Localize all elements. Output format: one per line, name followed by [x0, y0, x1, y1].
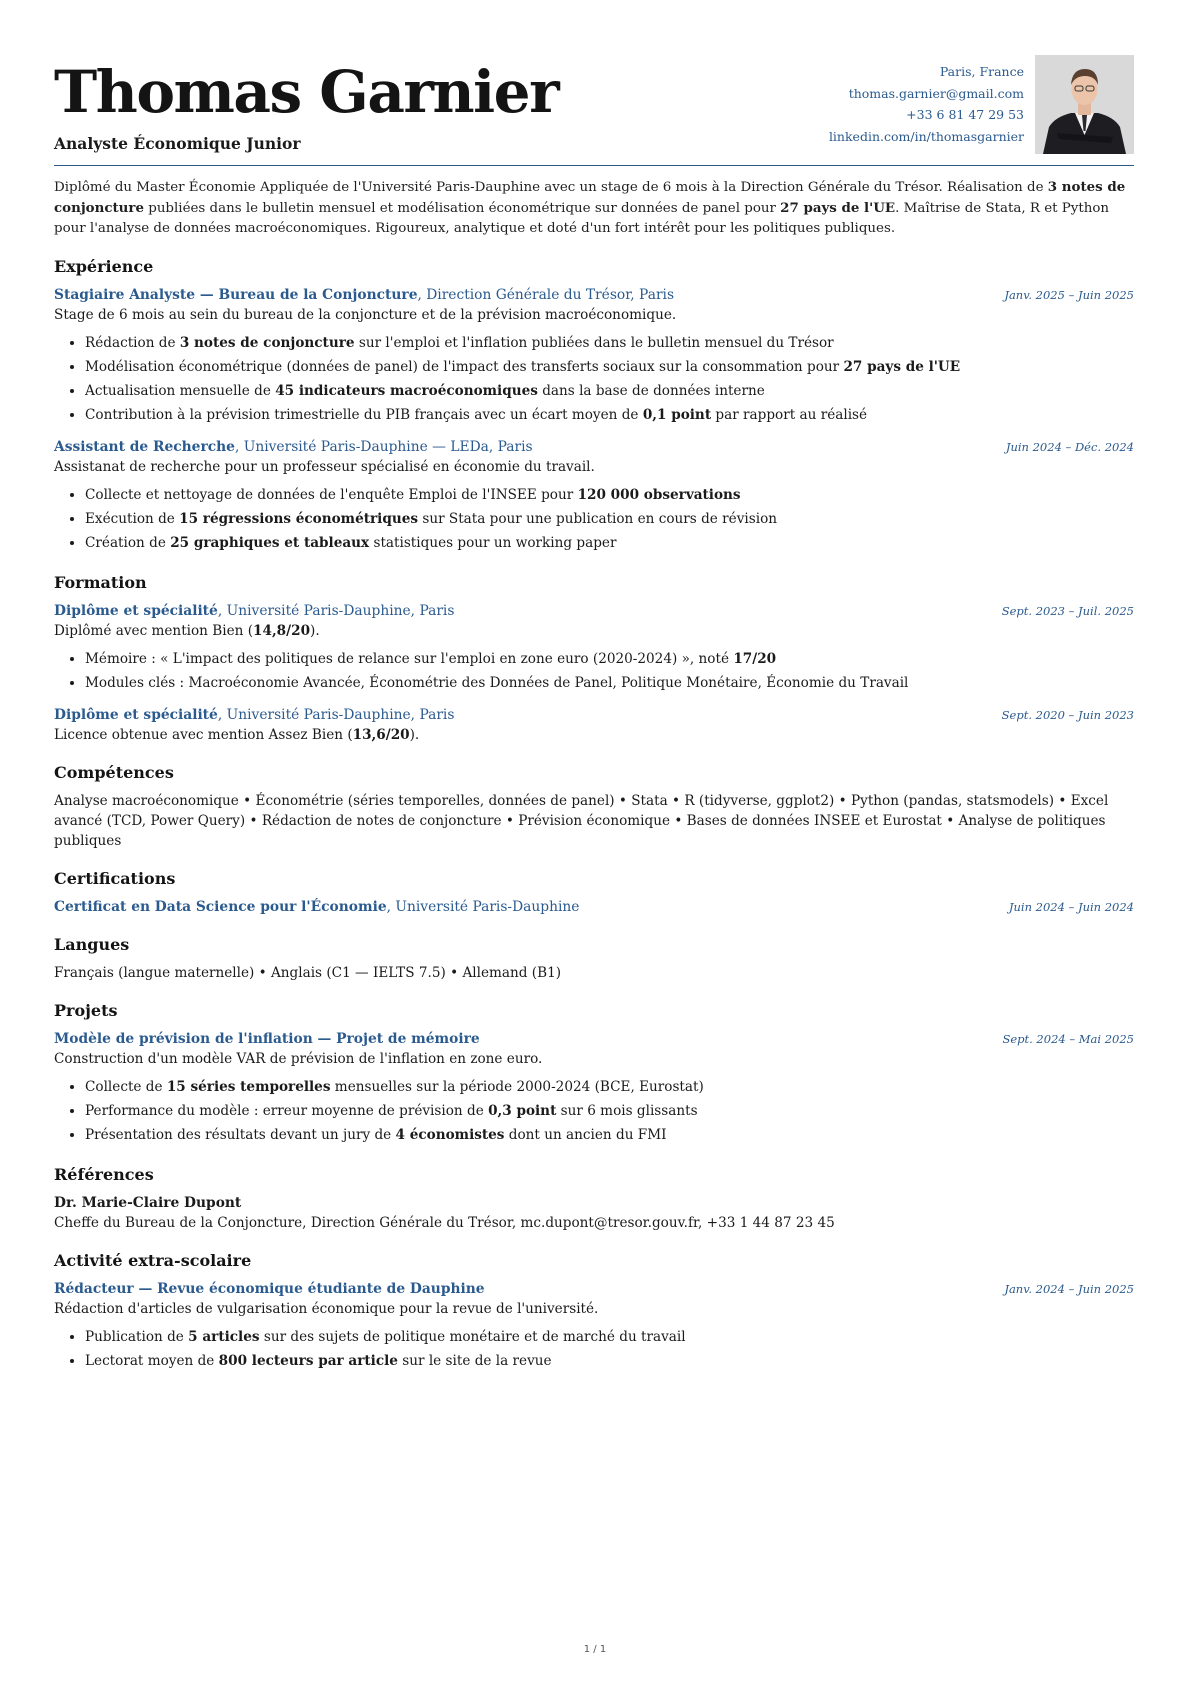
entry-date: Sept. 2023 – Juil. 2025: [1001, 604, 1134, 618]
education-entry: [54, 601, 1134, 695]
entry-organization: , Université Paris-Dauphine — LEDa, Paris: [234, 439, 533, 455]
bullet-item: • Contribution à la prévision trimestrielle du PIB français avec un écart moyen de 0,1 point par rapport au réalisé: [85, 403, 1134, 427]
entry-header: [54, 897, 1134, 917]
bullet-item: • Modules clés : Macroéconomie Avancée, Économétrie des Données de Panel, Politique Monétaire, Économie du Travail: [85, 671, 1134, 695]
header-divider: [54, 165, 1134, 166]
entry-description: Licence obtenue avec mention Assez Bien (13,6/20).: [54, 727, 420, 743]
entry-description: Assistanat de recherche pour un professeur spécialisé en économie du travail.: [54, 459, 595, 475]
certification-entry: [54, 897, 1134, 917]
page-number: 1 / 1: [583, 1644, 607, 1655]
contact-phone[interactable]: +33 6 81 47 29 53: [906, 107, 1024, 122]
bullet-item: • Actualisation mensuelle de 45 indicateurs macroéconomiques dans la base de données interne: [85, 379, 1134, 403]
entry-header: [54, 1029, 1134, 1049]
bullet-item: • Mémoire : « L'impact des politiques de relance sur l'emploi en zone euro (2020-2024) », noté 17/20: [85, 647, 1134, 671]
entry-date: Sept. 2024 – Mai 2025: [1002, 1032, 1134, 1046]
entry-bullets: [54, 647, 1134, 695]
candidate-title: Analyste Économique Junior: [54, 134, 301, 153]
entry-bullets: [54, 483, 1134, 555]
profile-photo-image: [1035, 55, 1134, 154]
experience-entry: [54, 285, 1134, 427]
entry-title: Certificat en Data Science pour l'Économie: [54, 899, 387, 915]
entry-organization: , Université Paris-Dauphine, Paris: [217, 603, 455, 619]
entry-bullets: [54, 331, 1134, 427]
entry-bullets: [54, 1325, 1134, 1373]
bullet-item: • Présentation des résultats devant un jury de 4 économistes dont un ancien du FMI: [85, 1123, 1134, 1147]
section-heading-skills: Compétences: [54, 763, 174, 782]
section-heading-projects: Projets: [54, 1001, 118, 1020]
entry-header: [54, 601, 1134, 621]
bullet-item: • Création de 25 graphiques et tableaux statistiques pour un working paper: [85, 531, 1134, 555]
bullet-item: • Exécution de 15 régressions économétriques sur Stata pour une publication en cours de révision: [85, 507, 1134, 531]
extracurricular-entry: [54, 1279, 1134, 1373]
contact-block: [829, 61, 1024, 147]
entry-description: Construction d'un modèle VAR de prévision de l'inflation en zone euro.: [54, 1051, 543, 1067]
bullet-item: • Publication de 5 articles sur des sujets de politique monétaire et de marché du travail: [85, 1325, 1134, 1349]
bullet-item: • Modélisation économétrique (données de panel) de l'impact des transferts sociaux sur la consommation pour 27 pays de l'UE: [85, 355, 1134, 379]
reference-entry: [54, 1193, 1134, 1233]
experience-entry: [54, 437, 1134, 555]
entry-header: [54, 1279, 1134, 1299]
entry-title: Diplôme et spécialité: [54, 603, 218, 619]
profile-photo: [1035, 55, 1134, 154]
entry-date: Janv. 2024 – Juin 2025: [1004, 1282, 1134, 1296]
contact-email[interactable]: thomas.garnier@gmail.com: [848, 85, 1024, 101]
entry-title: Modèle de prévision de l'inflation — Projet de mémoire: [54, 1031, 480, 1047]
bullet-item: • Collecte de 15 séries temporelles mensuelles sur la période 2000-2024 (BCE, Eurostat): [85, 1075, 1134, 1099]
entry-title: Rédacteur — Revue économique étudiante de Dauphine: [54, 1281, 485, 1297]
entry-date: Juin 2024 – Déc. 2024: [1005, 440, 1134, 454]
entry-date: Janv. 2025 – Juin 2025: [1004, 288, 1134, 302]
bullet-item: • Rédaction de 3 notes de conjoncture sur l'emploi et l'inflation publiées dans le bulletin mensuel du Trésor: [85, 331, 1134, 355]
section-heading-extracurricular: Activité extra-scolaire: [54, 1251, 252, 1270]
section-heading-certifications: Certifications: [54, 869, 176, 888]
entry-title: Diplôme et spécialité: [54, 707, 218, 723]
entry-date: Juin 2024 – Juin 2024: [1008, 900, 1134, 914]
entry-date: Sept. 2020 – Juin 2023: [1001, 708, 1134, 722]
bullet-item: • Lectorat moyen de 800 lecteurs par article sur le site de la revue: [85, 1349, 1134, 1373]
profile-summary: Diplômé du Master Économie Appliquée de l'Université Paris-Dauphine avec un stage de 6 mois à la Direction Générale du Trésor. Réalisation de 3 notes de conjoncture publiées dans le bulletin mensuel et modélisation économétrique sur données de panel pour 27 pays de l'UE. Maîtrise de Stata, R et Python pour l'analyse de données macroéconomiques. Rigoureux, analytique et doté d'un fort intérêt pour les politiques publiques.: [54, 179, 1126, 236]
project-entry: [54, 1029, 1134, 1147]
section-heading-languages: Langues: [54, 935, 130, 954]
contact-linkedin[interactable]: linkedin.com/in/thomasgarnier: [828, 128, 1024, 144]
bullet-item: • Collecte et nettoyage de données de l'enquête Emploi de l'INSEE pour 120 000 observations: [85, 483, 1134, 507]
entry-description: Stage de 6 mois au sein du bureau de la conjoncture et de la prévision macroéconomique.: [54, 307, 677, 323]
entry-header: [54, 437, 1134, 457]
reference-details: Cheffe du Bureau de la Conjoncture, Direction Générale du Trésor, mc.dupont@tresor.gouv.fr, +33 1 44 87 23 45: [54, 1215, 835, 1231]
languages-list: Français (langue maternelle) • Anglais (C1 — IELTS 7.5) • Allemand (B1): [54, 965, 562, 981]
entry-organization: , Direction Générale du Trésor, Paris: [417, 287, 675, 303]
contact-location: Paris, France: [939, 64, 1024, 79]
resume-header: [54, 52, 1134, 160]
entry-header: [54, 705, 1134, 725]
section-heading-education: Formation: [54, 573, 147, 592]
entry-description: Diplômé avec mention Bien (14,8/20).: [54, 623, 320, 639]
section-heading-references: Références: [54, 1165, 154, 1184]
section-heading-experience: Expérience: [54, 257, 154, 276]
entry-bullets: [54, 1075, 1134, 1147]
entry-header: [54, 285, 1134, 305]
bullet-item: • Performance du modèle : erreur moyenne de prévision de 0,3 point sur 6 mois glissants: [85, 1099, 1134, 1123]
candidate-name: Thomas Garnier: [54, 58, 559, 126]
education-entry: [54, 705, 1134, 745]
entry-title: Assistant de Recherche: [54, 439, 235, 455]
skills-list: Analyse macroéconomique • Économétrie (séries temporelles, données de panel) • Stata • R (tidyverse, ggplot2) • Python (pandas, statsmodels) • Excel avancé (TCD, Power Query) • Rédaction de notes de conjoncture • Prévision économique • Bases de données INSEE et Eurostat • Analyse de politiques publiques: [54, 793, 1109, 849]
reference-name: Dr. Marie-Claire Dupont: [54, 1195, 242, 1211]
entry-title: Stagiaire Analyste — Bureau de la Conjoncture: [54, 287, 418, 303]
entry-organization: , Université Paris-Dauphine: [386, 899, 580, 915]
entry-organization: , Université Paris-Dauphine, Paris: [217, 707, 455, 723]
resume-page: [54, 52, 1134, 1383]
entry-description: Rédaction d'articles de vulgarisation économique pour la revue de l'université.: [54, 1301, 599, 1317]
